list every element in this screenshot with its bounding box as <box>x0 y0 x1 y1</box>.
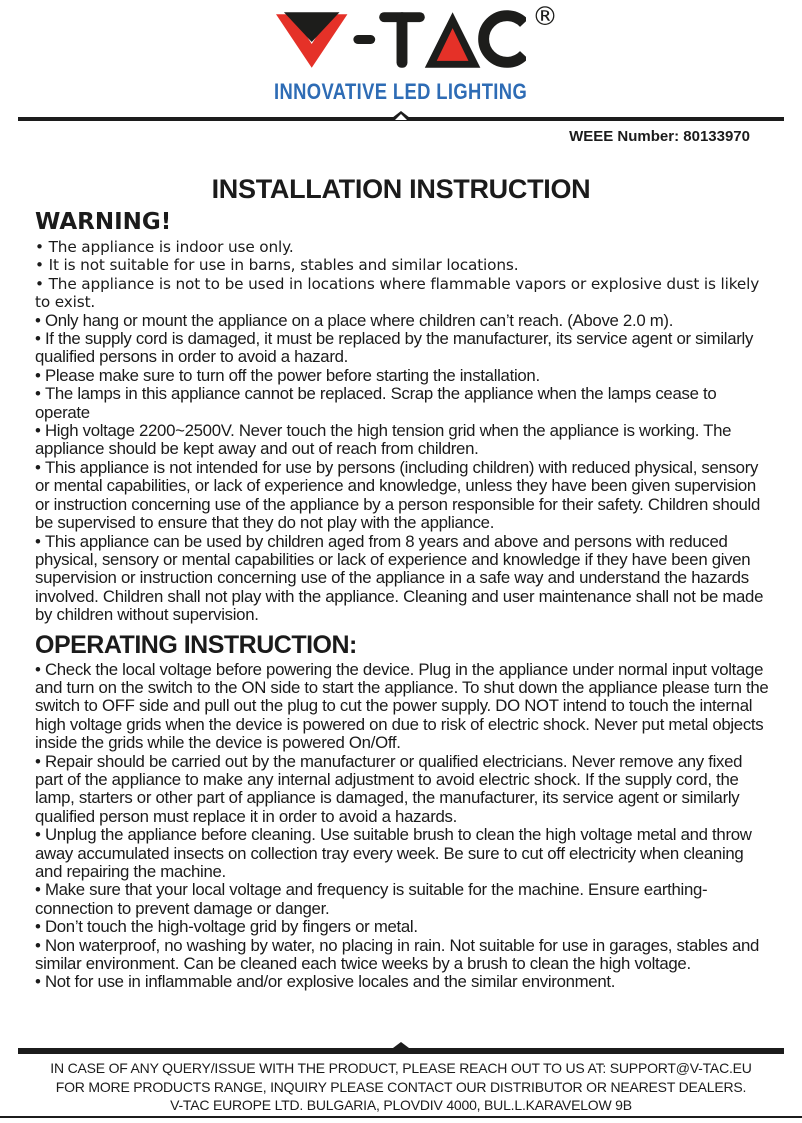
vtac-logo-icon <box>276 10 526 68</box>
warning-heading: WARNING! <box>35 209 172 235</box>
registered-trademark-icon: ® <box>532 2 558 32</box>
operating-bullet: • Check the local voltage before powering the device. Plug in the appliance under normal input voltage and turn on the switch to the ON side to start the appliance. To shut down the appliance please turn the switch to OFF side and pull out the plug to cut the power supply. DO NOT intend to touch the internal high voltage grids when the device is powered on due to risk of electric shock. Never put metal objects inside the grids while the device is powered On/Off. <box>35 661 771 753</box>
warning-list <box>35 238 771 625</box>
footer-distributor-line: FOR MORE PRODUCTS RANGE, INQUIRY PLEASE CONTACT OUR DISTRIBUTOR OR NEAREST DEALERS. <box>55 1078 747 1095</box>
document-body <box>35 209 771 992</box>
brand-header <box>0 2 802 105</box>
warning-bullet: • If the supply cord is damaged, it must be replaced by the manufacturer, its service agent or similarly qualified persons in order to avoid a hazard. <box>35 330 771 367</box>
operating-bullet: • Not for use in inflammable and/or explosive locales and the similar environment. <box>35 973 771 991</box>
vtac-logo <box>276 2 558 68</box>
footer-support-line: IN CASE OF ANY QUERY/ISSUE WITH THE PRODUCT, PLEASE REACH OUT TO US AT: SUPPORT@V-TAC.EU <box>50 1060 752 1076</box>
operating-list <box>35 661 771 992</box>
page-title: INSTALLATION INSTRUCTION <box>211 174 591 205</box>
warning-bullet: • This appliance can be used by children aged from 8 years and above and persons with reduced physical, sensory or mental capabilities or lack of experience and knowledge if they have been given supervision or instruction concerning use of the appliance in a safe way and understand the hazards involved. Children shall not play with the appliance. Cleaning and user maintenance shall not be made by children without supervision. <box>35 533 771 625</box>
operating-bullet: • Don’t touch the high-voltage grid by fingers or metal. <box>35 918 771 936</box>
footer-note <box>20 1059 782 1115</box>
operating-heading: OPERATING INSTRUCTION: <box>35 630 357 659</box>
brand-tagline: INNOVATIVE LED LIGHTING <box>274 80 528 105</box>
header-divider <box>18 117 784 121</box>
operating-bullet: • Unplug the appliance before cleaning. Use suitable brush to clean the high voltage metal and throw away accumulated insects on collection tray every week. Be sure to cut off electricity when cleaning and repairing the machine. <box>35 826 771 881</box>
operating-bullet: • Make sure that your local voltage and frequency is suitable for the machine. Ensure earthing-connection to prevent damage or danger. <box>35 881 771 918</box>
footer-divider <box>18 1048 784 1054</box>
warning-bullet: • Only hang or mount the appliance on a place where children can’t reach. (Above 2.0 m). <box>35 312 771 330</box>
warning-bullet: • The appliance is not to be used in locations where flammable vapors or explosive dust is likely to exist. <box>35 275 771 312</box>
footer-address-line: V-TAC EUROPE LTD. BULGARIA, PLOVDIV 4000, BUL.L.KARAVELOW 9B <box>170 1097 632 1113</box>
warning-bullet: • It is not suitable for use in barns, stables and similar locations. <box>35 256 771 274</box>
divider-notch-inner <box>395 114 407 120</box>
footer-divider-notch-icon <box>393 1042 409 1048</box>
operating-bullet: • Repair should be carried out by the manufacturer or qualified electricians. Never remove any fixed part of the appliance to make any internal adjustment to avoid electric shock. If the supply cord, the lamp, starters or other part of appliance is damaged, the manufacturer, its service agent or similarly qualified person must replace it in order to avoid a hazards. <box>35 753 771 827</box>
warning-bullet: • The appliance is indoor use only. <box>35 238 771 256</box>
warning-bullet: • This appliance is not intended for use by persons (including children) with reduced physical, sensory or mental capabilities, or lack of experience and knowledge, unless they have been given supervision or instruction concerning use of the appliance by a person responsible for their safety. Children should be supervised to ensure that they do not play with the appliance. <box>35 459 771 533</box>
warning-bullet: • The lamps in this appliance cannot be replaced. Scrap the appliance when the lamps cease to operate <box>35 385 771 422</box>
warning-bullet: • Please make sure to turn off the power before starting the installation. <box>35 367 771 385</box>
weee-number: WEEE Number: 80133970 <box>569 128 750 145</box>
warning-bullet: • High voltage 2200~2500V. Never touch the high tension grid when the appliance is working. The appliance should be kept away and out of reach from children. <box>35 422 771 459</box>
operating-bullet: • Non waterproof, no washing by water, no placing in rain. Not suitable for use in garages, stables and similar environment. Can be cleaned each twice weeks by a brush to clean the high voltage. <box>35 937 771 974</box>
bottom-border <box>0 1116 802 1118</box>
